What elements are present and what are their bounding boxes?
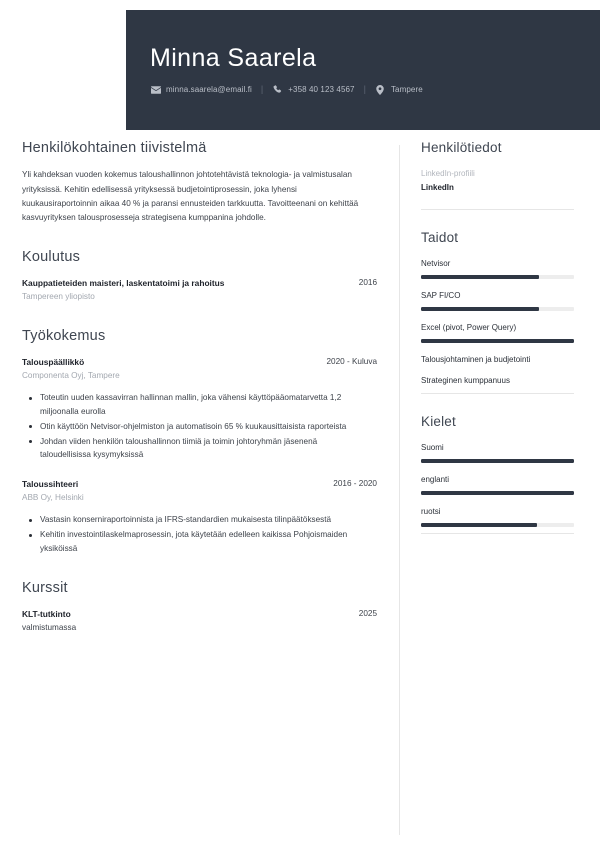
language-item [421,474,576,495]
summary-text: Yli kahdeksan vuoden kokemus taloushallinnon johtotehtävistä teknologia- ja valmistusalan yrityksissä. Kehitin edellisessä yrityksessä budjetointiprosessin, joka lyhensi kuukausiraportoinnin aikaa 40 % ja paransi ennusteiden tarkkuutta. Tavoitteenani on kehittää kasvuyrityksen talousprosesseja strategisena kumppanina johdolle. [22,170,359,222]
courses-title: Kurssit [22,579,68,596]
course-entry [22,608,377,634]
education-degree: Kauppatieteiden maisteri, laskentatoimi ja rahoitus [22,278,225,289]
personal-detail-item [421,168,576,195]
location-pin-icon [375,85,386,95]
experience-role: Taloussihteeri [22,479,79,490]
column-divider [399,145,400,835]
experience-entry [22,478,377,556]
experience-company: Componenta Oyj, Tampere [22,370,120,380]
left-column [22,140,377,659]
experience-role: Talouspäällikkö [22,356,85,367]
languages-rule [421,533,574,534]
candidate-name: Minna Saarela [150,44,317,73]
skill-level-fill [421,275,539,279]
course-name: KLT-tutkinto [22,609,71,620]
experience-bullet: Toteutin uuden kassavirran hallinnan mallin, joka vähensi käyttöpääomatarvetta 1,2 miljoonalla eurolla [40,391,360,419]
skill-name: Excel (pivot, Power Query) [421,322,517,332]
education-date: 2016 [358,278,377,288]
summary-title: Henkilökohtainen tiivistelmä [22,140,207,156]
education-title: Koulutus [22,248,81,265]
language-name: Suomi [421,443,444,453]
skill-level-fill [421,307,539,311]
languages-title: Kielet [421,413,456,429]
experience-date: 2020 - Kuluva [326,356,377,366]
contact-email-text: minna.saarela@email.fi [166,85,252,95]
skill-level-bar [421,275,574,279]
language-level-bar [421,491,574,495]
experience-company: ABB Oy, Helsinki [22,492,84,502]
language-level-bar [421,523,574,527]
section-skills [421,230,576,394]
skill-item [421,354,576,366]
experience-entry-head [22,478,377,491]
course-status: valmistumassa [22,622,77,632]
section-summary [22,140,377,225]
section-experience [22,328,377,556]
contact-location-text: Tampere [390,85,423,95]
language-level-bar [421,459,574,463]
skill-item [421,322,576,343]
phone-icon [272,85,283,95]
skill-level-bar [421,339,574,343]
language-item [421,442,576,463]
course-entry-head [22,608,377,621]
experience-bullet: Johdan viiden henkilön taloushallinnon tiimiä ja toimin johtoryhmän jäsenenä taloudellisissa kysymyksissä [40,435,360,463]
personal-details-rule [421,209,574,210]
skill-item [421,290,576,311]
skills-title: Taidot [421,229,459,245]
education-entry-head [22,277,377,290]
section-education [22,249,377,304]
language-name: ruotsi [421,507,441,517]
contact-phone[interactable] [272,85,354,95]
skill-item [421,258,576,279]
experience-bullets [22,391,377,462]
right-column [421,140,576,554]
skill-name: Netvisor [421,258,451,268]
language-item [421,506,576,534]
contact-phone-text: +358 40 123 4567 [288,85,355,95]
education-institution: Tampereen yliopisto [22,291,95,301]
contact-separator-1: | [260,84,264,95]
language-name: englanti [421,475,450,485]
envelope-icon [150,85,161,95]
experience-bullet: Otin käyttöön Netvisor-ohjelmiston ja automatisoin 65 % kuukausittaisista raporteista [40,420,360,434]
personal-detail-label: LinkedIn-profiili [421,169,475,179]
experience-bullet: Vastasin konserniraportoinnista ja IFRS-standardien mukaisesta tilinpäätöksestä [40,513,360,527]
contact-email[interactable] [150,85,252,95]
experience-entry [22,356,377,462]
experience-bullet: Kehitin investointilaskelmaprosessin, jota käytetään edelleen kaikissa Pohjoismaiden yksiköissä [40,528,360,556]
skill-level-fill [421,339,574,343]
contact-location [375,85,423,95]
skill-name: SAP FI/CO [421,290,461,300]
skill-name: Strateginen kumppanuus [421,375,510,385]
course-date: 2025 [358,609,377,619]
skill-level-bar [421,307,574,311]
personal-detail-value[interactable]: LinkedIn [421,182,454,192]
resume-header [126,10,600,130]
section-languages [421,414,576,534]
skill-item [421,375,576,394]
experience-date: 2016 - 2020 [333,479,377,489]
language-level-fill [421,491,574,495]
education-entry [22,277,377,303]
language-level-fill [421,523,537,527]
language-level-fill [421,459,574,463]
contact-separator-2: | [363,84,366,95]
contact-row [150,85,600,95]
section-courses [22,580,377,635]
experience-title: Työkokemus [22,327,106,344]
personal-details-title: Henkilötiedot [421,140,502,155]
skill-name: Talousjohtaminen ja budjetointi [421,354,531,364]
skills-rule [421,393,574,394]
section-personal-details [421,140,576,210]
experience-entry-head [22,356,377,369]
experience-bullets [22,513,377,555]
